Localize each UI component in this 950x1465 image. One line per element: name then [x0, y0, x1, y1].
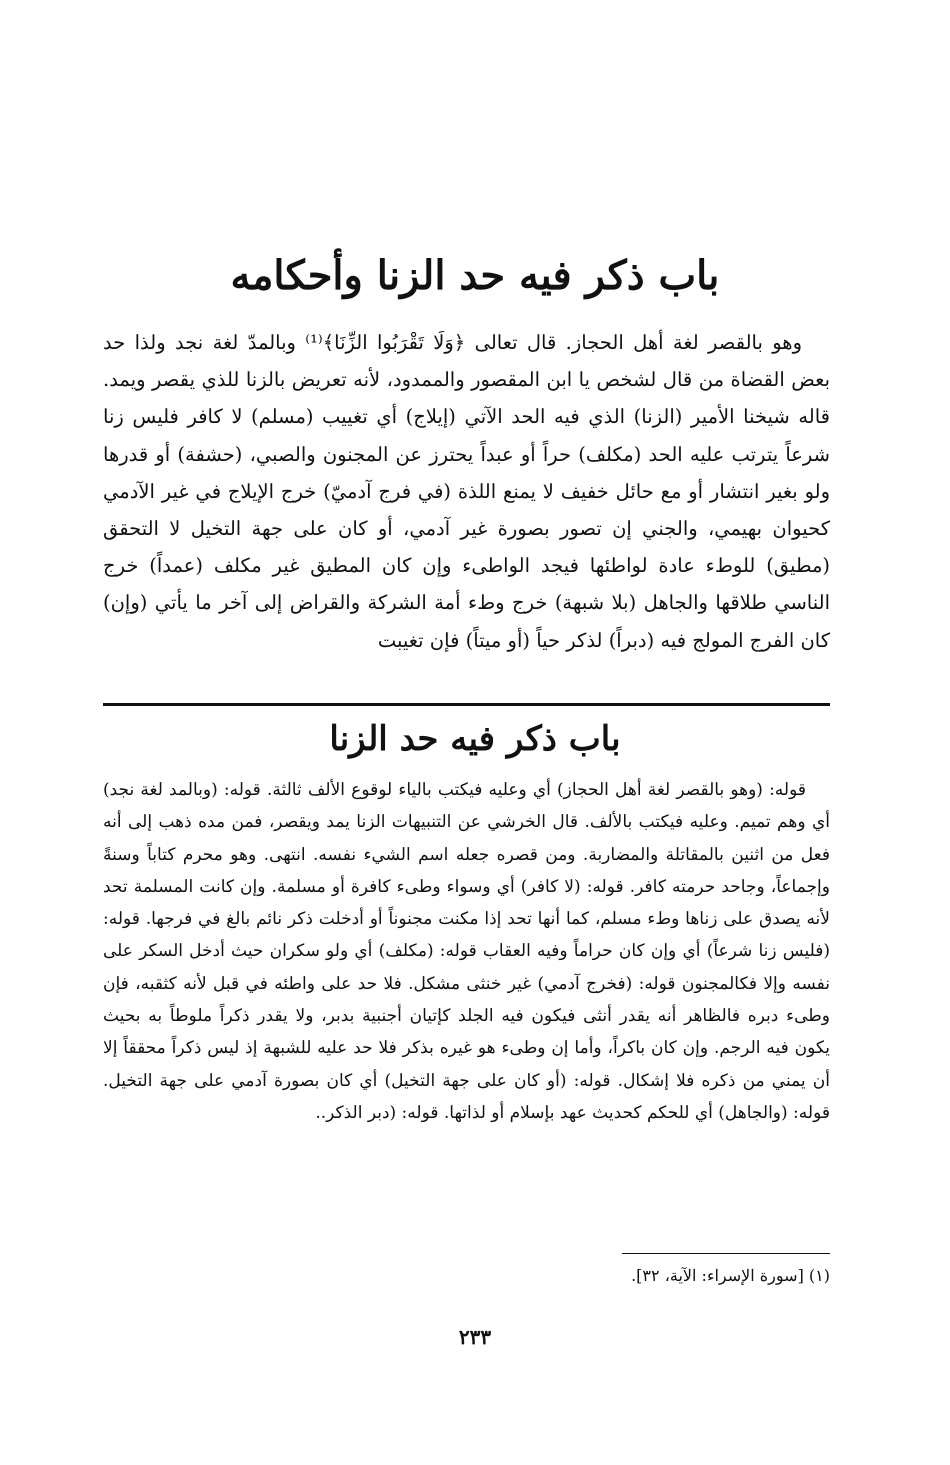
footnote-rule	[622, 1253, 830, 1254]
main-paragraph: وهو بالقصر لغة أهل الحجاز. قال تعالى ﴿وَلَا تَقْرَبُوا الزِّنَا﴾⁽¹⁾ وبالمدّ لغة نجد ولذا حد بعض القضاة من قال لشخص يا ابن المقصور والممدود، لأنه تعريض بالزنا للذي يقصر ويمد. قاله شيخنا الأمير (الزنا) الذي فيه الحد الآتي (إيلاج) أي تغييب (مسلم) لا كافر فليس زنا شرعاً يترتب عليه الحد (مكلف) حراً أو عبداً يحترز عن المجنون والصبي، (حشفة) أو قدرها ولو بغير انتشار أو مع حائل خفيف لا يمنع اللذة (في فرج آدميّ) خرج الإيلاج في غير الآدمي كحيوان بهيمي، والجني إن تصور بصورة غير آدمي، أو كان على جهة التخيل لا التحقق (مطيق) للوطء عادة لواطئها فيجد الواطىء وإن كان المطيق غير مكلف (عمداً) خرج الناسي طلاقها والجاهل (بلا شبهة) خرج وطء أمة الشركة والقراض إلى آخر ما يأتي (وإن) كان الفرج المولج فيه (دبراً) لذكر حياً (أو ميتاً) فإن تغيبت	[103, 331, 830, 652]
page-number: ٢٣٣	[458, 1325, 492, 1349]
main-text-block	[103, 324, 830, 659]
section-divider	[103, 703, 830, 706]
commentary-title: باب ذكر فيه حد الزنا	[329, 719, 621, 759]
footnote: (١) [سورة الإسراء: الآية، ٣٢].	[631, 1266, 830, 1285]
commentary-paragraph: قوله: (وهو بالقصر لغة أهل الحجاز) أي وعليه فيكتب بالياء لوقوع الألف ثالثة. قوله: (وبالمد لغة نجد) أي وهم تميم. وعليه فيكتب بالألف. قال الخرشي عن التنبيهات الزنا يمد ويقصر، فمن مده ذهب إلى أنه فعل من اثنين بالمقاتلة والمضاربة. ومن قصره جعله اسم الشيء نفسه. انتهى. وهو محرم كتاباً وسنةً وإجماعاً، وجاحد حرمته كافر. قوله: (لا كافر) أي وسواء وطىء كافرة أو مسلمة. وإن كانت المسلمة تحد لأنه يصدق على زناها وطء مسلم، كما أنها تحد إذا مكنت مجنوناً أو أدخلت ذكر نائم بالغ في فرجها. قوله: (فليس زنا شرعاً) أي وإن كان حراماً وفيه العقاب قوله: (مكلف) أي ولو سكران حيث أدخل السكر على نفسه وإلا فكالمجنون قوله: (فخرج آدمي) غير خنثى مشكل. فلا حد على واطئه في قبل لأنه كثقبه، فإن وطىء دبره فالظاهر أنه يقدر أنثى فيكون فيه الجلد كإتيان أجنبية بدبر، ولا يقدر ذكراً ملوطاً به بحيث يكون فيه الرجم. وإن كان باكراً، وأما إن وطىء هو غيره بذكر فلا حد عليه للشبهة إذ ليس ذكراً محققاً إلا أن يمني من ذكره فلا إشكال. قوله: (أو كان على جهة التخيل) أي كان بصورة آدمي على جهة التخيل. قوله: (والجاهل) أي للحكم كحديث عهد بإسلام أو لذاتها. قوله: (دبر الذكر..	[103, 780, 830, 1123]
commentary-text-block	[103, 774, 830, 1129]
chapter-title: باب ذكر فيه حد الزنا وأحكامه	[230, 252, 720, 299]
